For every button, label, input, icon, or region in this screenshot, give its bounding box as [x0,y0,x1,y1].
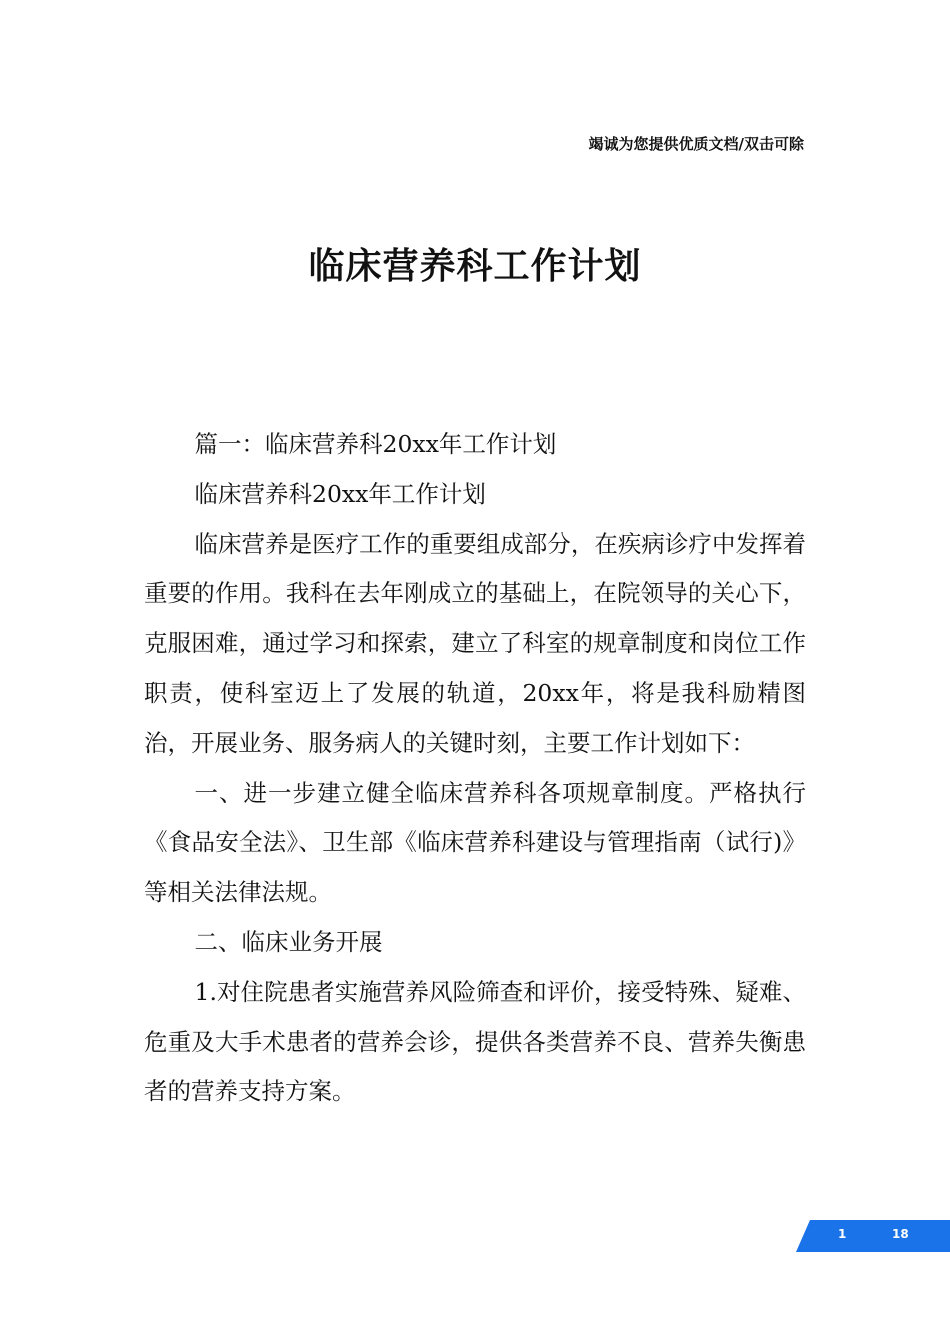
document-title: 临床营养科工作计划 [308,246,642,287]
current-page-number: 1 [838,1227,847,1241]
header-note: 竭诚为您提供优质文档/双击可除 [588,135,804,153]
paragraph: 一、进一步建立健全临床营养科各项规章制度。严格执行《食品安全法》、卫生部《临床营养科建设与管理指南（试行)》等相关法律法规。 [144,778,806,907]
total-page-count: 18 [892,1227,909,1241]
page-indicator [796,1220,950,1252]
paragraph: 二、临床业务开展 [194,927,383,956]
paragraph: 篇一：临床营养科20xx年工作计划 [194,430,557,458]
paragraph: 临床营养科20xx年工作计划 [194,479,486,508]
document-body [144,420,806,1117]
paragraph: 临床营养是医疗工作的重要组成部分，在疾病诊疗中发挥着重要的作用。我科在去年刚成立的基础上，在院领导的关心下，克服困难，通过学习和探索，建立了科室的规章制度和岗位工作职责，使科室迈上了发展的轨道，20xx年，将是我科励精图治，开展业务、服务病人的关键时刻，主要工作计划如下： [144,529,806,757]
paragraph: 1.对住院患者实施营养风险筛查和评价，接受特殊、疑难、危重及大手术患者的营养会诊，提供各类营养不良、营养失衡患者的营养支持方案。 [144,977,806,1106]
page-badge-shape [796,1220,950,1252]
